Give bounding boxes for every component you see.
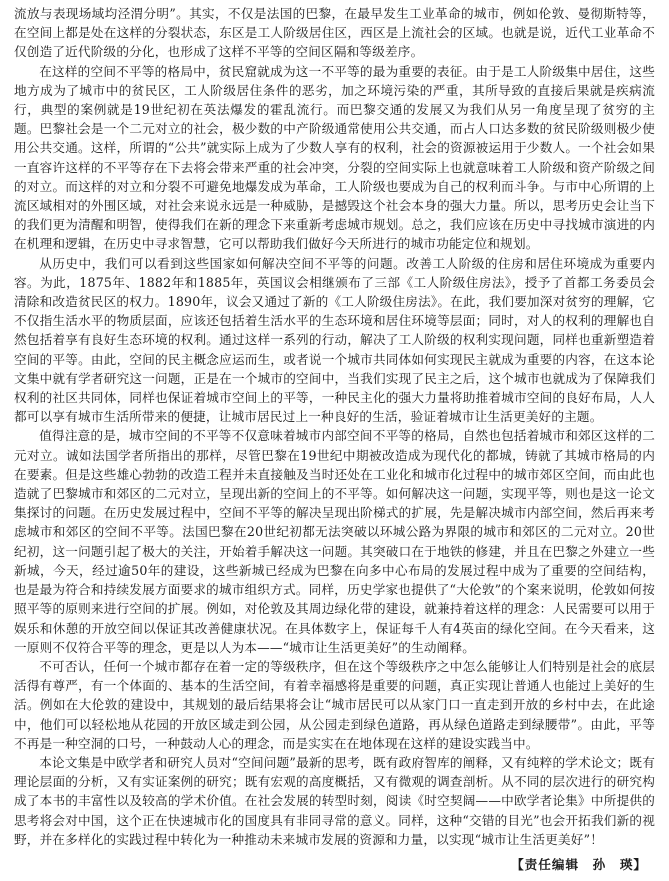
paragraph-slums: 在这样的空间不平等的格局中，贫民窟就成为这一不平等的最为重要的表征。由于是工人阶级集中居住，这些地方成为了城市中的贫民区，工人阶级居住条件的恶劣，加之环境污染的严重，其所导致的直接后果就是疾病流行，典型的案例就是19世纪初在英法爆发的霍乱流行。而巴黎交通的发展又为我们从另一角度呈现了贫穷的主题。巴黎社会是一个二元对立的社会，极少数的中产阶级通常使用公共交通，而占人口达多数的贫民阶级则极少使用公共交通。这样，所谓的“公共”就实际上成为了少数人享有的权利，社会的资源被运用于少数人。一个社会如果一直容许这样的不平等存在下去将会带来严重的社会冲突，分裂的空间实际上也就意味着工人阶级和资产阶级之间的对立。而这样的对立和分裂不可避免地爆发成为革命，工人阶级也要成为自己的权利而斗争。与市中心所谓的上流区域相对的外围区域，对社会来说永远是一种威胁，是撼毁这个社会本身的强大力量。所以，思考历史会让当下的我们更为清醒和明智，使得我们在新的理念下来重新考虑城市规划。总之，我们应该在历史中寻找城市演进的内在机理和逻辑，在历史中寻求智慧，它可以帮助我们做好今天所进行的城市功能定位和规划。 (14, 63, 655, 252)
paragraph-hierarchy: 不可否认，任何一个城市都存在着一定的等级秩序，但在这个等级秩序之中怎么能够让人们特别是社会的底层活得有尊严，有一个体面的、基本的生活空间，有着幸福感将是重要的问题，真正实现让普通人也能过上美好的生活。例如在大伦敦的建设中，其规划的最后结果将会让“城市居民可以从家门口一直走到开放的乡村中去，在此途中，他们可以轻松地从花园的开放区域走到公园，从公园走到绿色道路，再从绿色道路走到绿腰带”。由此，平等不再是一种空洞的口号，一种鼓动人心的理念，而是实实在在地体现在这样的建设实践当中。 (14, 658, 655, 751)
paragraph-continued: 流放与表现场域均泾渭分明”。其实，不仅是法国的巴黎，在最早发生工业革命的城市，例如伦敦、曼彻斯特等，在空间上都是处在这样的分裂状态，东区是工人阶级居住区，西区是上流社会的区域。也就是说，近代工业革命不仅创造了近代阶级的分化，也形成了这样不平等的空间区隔和等级差序。 (14, 6, 655, 60)
article-page (14, 4, 655, 876)
responsible-editor: 【责任编辑 孙 瑛】 (511, 857, 647, 872)
paragraph-city-suburb: 值得注意的是，城市空间的不平等不仅意味着城市内部空间不平等的格局，自然也包括着城市和郊区这样的二元对立。诚如法国学者所指出的那样，尽管巴黎在19世纪中期被改造成为现代化的都城，铸就了其城市格局的内在要素。但是这些雄心勃勃的改造工程并未直接触及当时还处在工业化和城市化过程中的城市郊区空间，而由此也造就了巴黎城市和郊区的二元对立，呈现出新的空间上的不平等。如何解决这一问题，实现平等，则也是这一论文集探讨的问题。在历史发展过程中，空间不平等的解决呈现出阶梯式的扩展，先是解决城市内部空间，然后再来考虑城市和郊区的空间不平等。法国巴黎在20世纪初都无法突破以环城公路为界限的城市和郊区的二元对立。20世纪初，这一问题引起了极大的关注，开始着手解决这一问题。其突破口在于地铁的修建，并且在巴黎之外建立一些新城，今天，经过逾50年的建设，这些新城已经成为巴黎在向多中心布局的发展过程中成为了重要的空间结构，也是最为符合和持续发展方面要求的城市组织方式。同样，历史学家也提供了“大伦敦”的个案来说明，伦敦如何按照平等的原则来进行空间的扩展。例如，对伦敦及其周边绿化带的建设，就兼持着这样的理念：人民需要可以用于娱乐和休憩的开放空间以保证其改善健康状况。在具体数字上，保证每千人有4英亩的绿化空间。在今天看来，这一原则不仅符合平等的理念，更是以人为本——“城市让生活更美好”的生动阐释。 (14, 428, 655, 655)
paragraph-history-solutions: 从历史中，我们可以看到这些国家如何解决空间不平等的问题。改善工人阶级的住房和居住环境成为重要内容。为此，1875年、1882年和1885年，英国议会相继颁布了三部《工人阶级住房法》，授予了首都工务委员会清除和改造贫民区的权力。1890年，议会又通过了新的《工人阶级住房法》。在此，我们要加深对贫穷的理解，它不仅指生活水平的物质层面，应该还包括着生活水平的生态环境和居住环境等层面；同时，对人的权利的理解也自然包括着享有良好生态环境的权利。通过这样一系列的行动，解决了工人阶级的权利实现问题，同样也重新塑造着空间的平等。由此，空间的民主概念应运而生，或者说一个城市共同体如何实现民主就成为重要的内容，在这本论文集中就有学者研究这一问题，正是在一个城市的空间中，当我们实现了民主之后，这个城市也就成为了保障我们权利的社区共同体，同样也保证着城市空间上的平等，一种民主化的强大力量将助推着城市空间的良好布局，人人都可以享有城市生活所带来的便捷，让城市居民过上一种良好的生活，验证着城市让生活更美好的主题。 (14, 255, 655, 425)
paragraph-conclusion: 本论文集是中欧学者和研究人员对“空间问题”最新的思考，既有政府智库的阐释，又有纯粹的学术论文；既有理论层面的分析，又有实证案例的研究；既有宏观的高度概括，又有微观的调查剖析。从不同的层次进行的研究构成了本书的丰富性以及较高的学术价值。在社会发展的转型时刻，阅读《时空契阔——中欧学者论集》中所提供的思考将会对中国，这个正在快速城市化的国度具有非同寻常的意义。同样，这种“交错的目光”也会开拓我们新的视野，并在多样化的实践过程中转化为一种推动未来城市发展的资源和力量，以实现“城市让生活更美好”！ (14, 754, 655, 847)
